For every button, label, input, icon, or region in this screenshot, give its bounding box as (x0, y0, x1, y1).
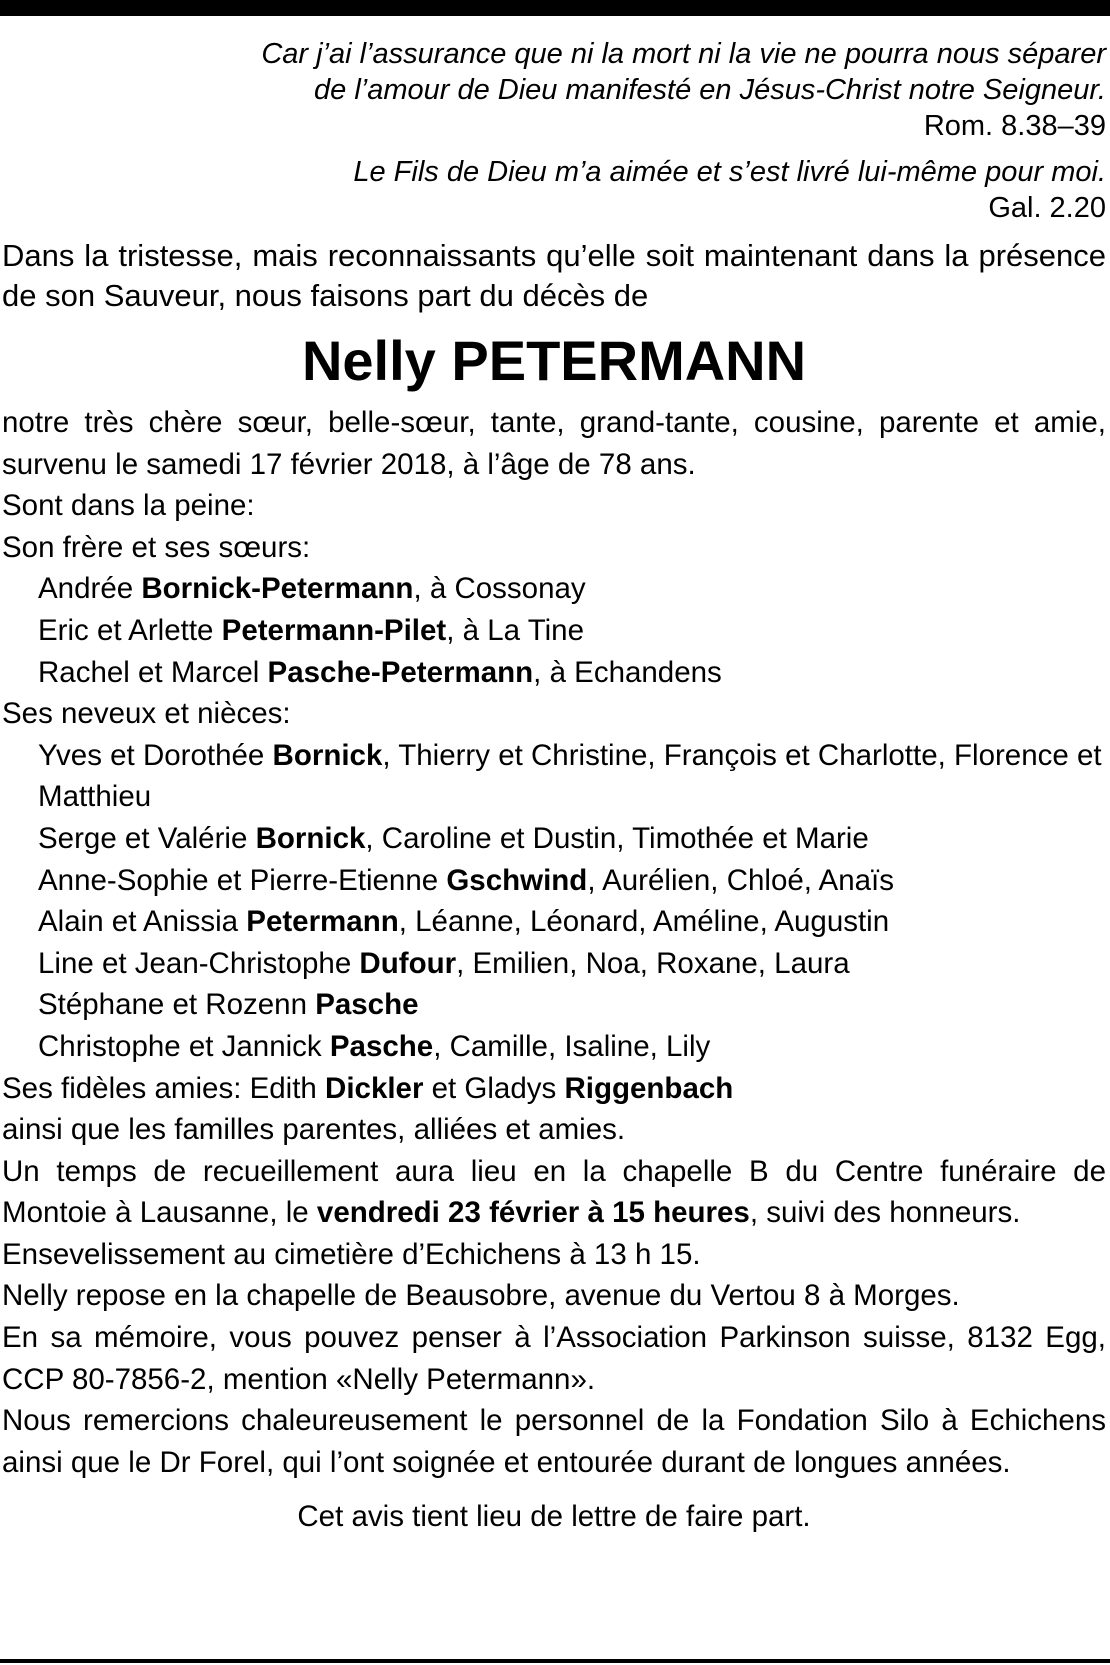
family-name: Pasche (329, 1029, 434, 1063)
family-name: Petermann (246, 905, 399, 939)
relation-paragraph: notre très chère sœur, belle-sœur, tante, grand-tante, cousine, parente et amie, survenu le samedi 17 février 2018, à l’âge de 78 ans. (2, 406, 1106, 481)
verse-reference: Gal. 2.20 (988, 192, 1106, 224)
thanks-paragraph: Nous remercions chaleureusement le personnel de la Fondation Silo à Echichens ainsi que le Dr Forel, qui l’ont soignée et entourée durant de longues années. (2, 1404, 1106, 1479)
notice-body (2, 402, 1106, 1483)
family-entry: Line et Jean-Christophe Dufour, Emilien, Noa, Roxane, Laura (38, 946, 850, 980)
family-name: Dickler (325, 1071, 424, 1105)
family-entry: Stéphane et Rozenn Pasche (38, 988, 419, 1022)
family-name: Bornick (255, 821, 366, 855)
ceremony-date: vendredi 23 février à 15 heures (316, 1196, 750, 1230)
deceased-name: Nelly PETERMANN (301, 329, 807, 392)
bible-verse (2, 154, 1106, 226)
verse-line: Le Fils de Dieu m’a aimée et s’est livré lui-même pour moi. (353, 156, 1106, 188)
mourners-heading: Sont dans la peine: (2, 489, 255, 523)
burial-line: Ensevelissement au cimetière d’Echichens à 13 h 15. (2, 1237, 701, 1271)
family-name: Pasche-Petermann (267, 655, 534, 689)
family-entry: Alain et Anissia Petermann, Léanne, Léonard, Améline, Augustin (38, 905, 890, 939)
family-entry: Yves et Dorothée Bornick, Thierry et Christine, François et Charlotte, Florence et Matthieu (38, 738, 1102, 814)
intro-paragraph: Dans la tristesse, mais reconnaissants qu’elle soit maintenant dans la présence de son Sauveur, nous faisons part du décès de (2, 238, 1106, 313)
family-name: Gschwind (446, 863, 588, 897)
friends-line: Ses fidèles amies: Edith Dickler et Gladys Riggenbach (2, 1071, 734, 1105)
bottom-border-rule (0, 1659, 1110, 1663)
families-line: ainsi que les familles parentes, alliées et amies. (2, 1113, 626, 1147)
family-entry: Rachel et Marcel Pasche-Petermann, à Echandens (38, 655, 722, 689)
verse-line: Car j’ai l’assurance que ni la mort ni la vie ne pourra nous séparer (261, 38, 1106, 70)
family-name: Dufour (359, 946, 457, 980)
nephews-heading: Ses neveux et nièces: (2, 697, 291, 731)
donation-paragraph: En sa mémoire, vous pouvez penser à l’Association Parkinson suisse, 8132 Egg, CCP 80-7856-2, mention «Nelly Petermann». (2, 1321, 1106, 1396)
family-name: Petermann-Pilet (221, 613, 447, 647)
family-entry: Anne-Sophie et Pierre-Etienne Gschwind, Aurélien, Chloé, Anaïs (38, 863, 894, 897)
repose-line: Nelly repose en la chapelle de Beausobre, avenue du Vertou 8 à Morges. (2, 1279, 960, 1313)
siblings-heading: Son frère et ses sœurs: (2, 530, 311, 564)
closing-line: Cet avis tient lieu de lettre de faire part. (297, 1500, 811, 1534)
verse-line: de l’amour de Dieu manifesté en Jésus-Christ notre Seigneur. (314, 74, 1106, 106)
family-entry: Eric et Arlette Petermann-Pilet, à La Tine (38, 613, 584, 647)
family-entry: Serge et Valérie Bornick, Caroline et Dustin, Timothée et Marie (38, 821, 869, 855)
bible-verse (2, 36, 1106, 144)
top-border-rule (0, 0, 1110, 16)
family-name: Bornick (272, 738, 383, 772)
family-name: Bornick-Petermann (141, 572, 414, 606)
verse-reference: Rom. 8.38–39 (923, 110, 1106, 142)
family-name: Riggenbach (564, 1071, 734, 1105)
obituary-notice (0, 36, 1110, 1539)
family-entry: Andrée Bornick-Petermann, à Cossonay (38, 572, 586, 606)
ceremony-paragraph: Un temps de recueillement aura lieu en la chapelle B du Centre funéraire de Montoie à Lausanne, le vendredi 23 février à 15 heures, suivi des honneurs. (2, 1154, 1106, 1230)
family-entry: Christophe et Jannick Pasche, Camille, Isaline, Lily (38, 1029, 711, 1063)
family-name: Pasche (315, 988, 419, 1022)
